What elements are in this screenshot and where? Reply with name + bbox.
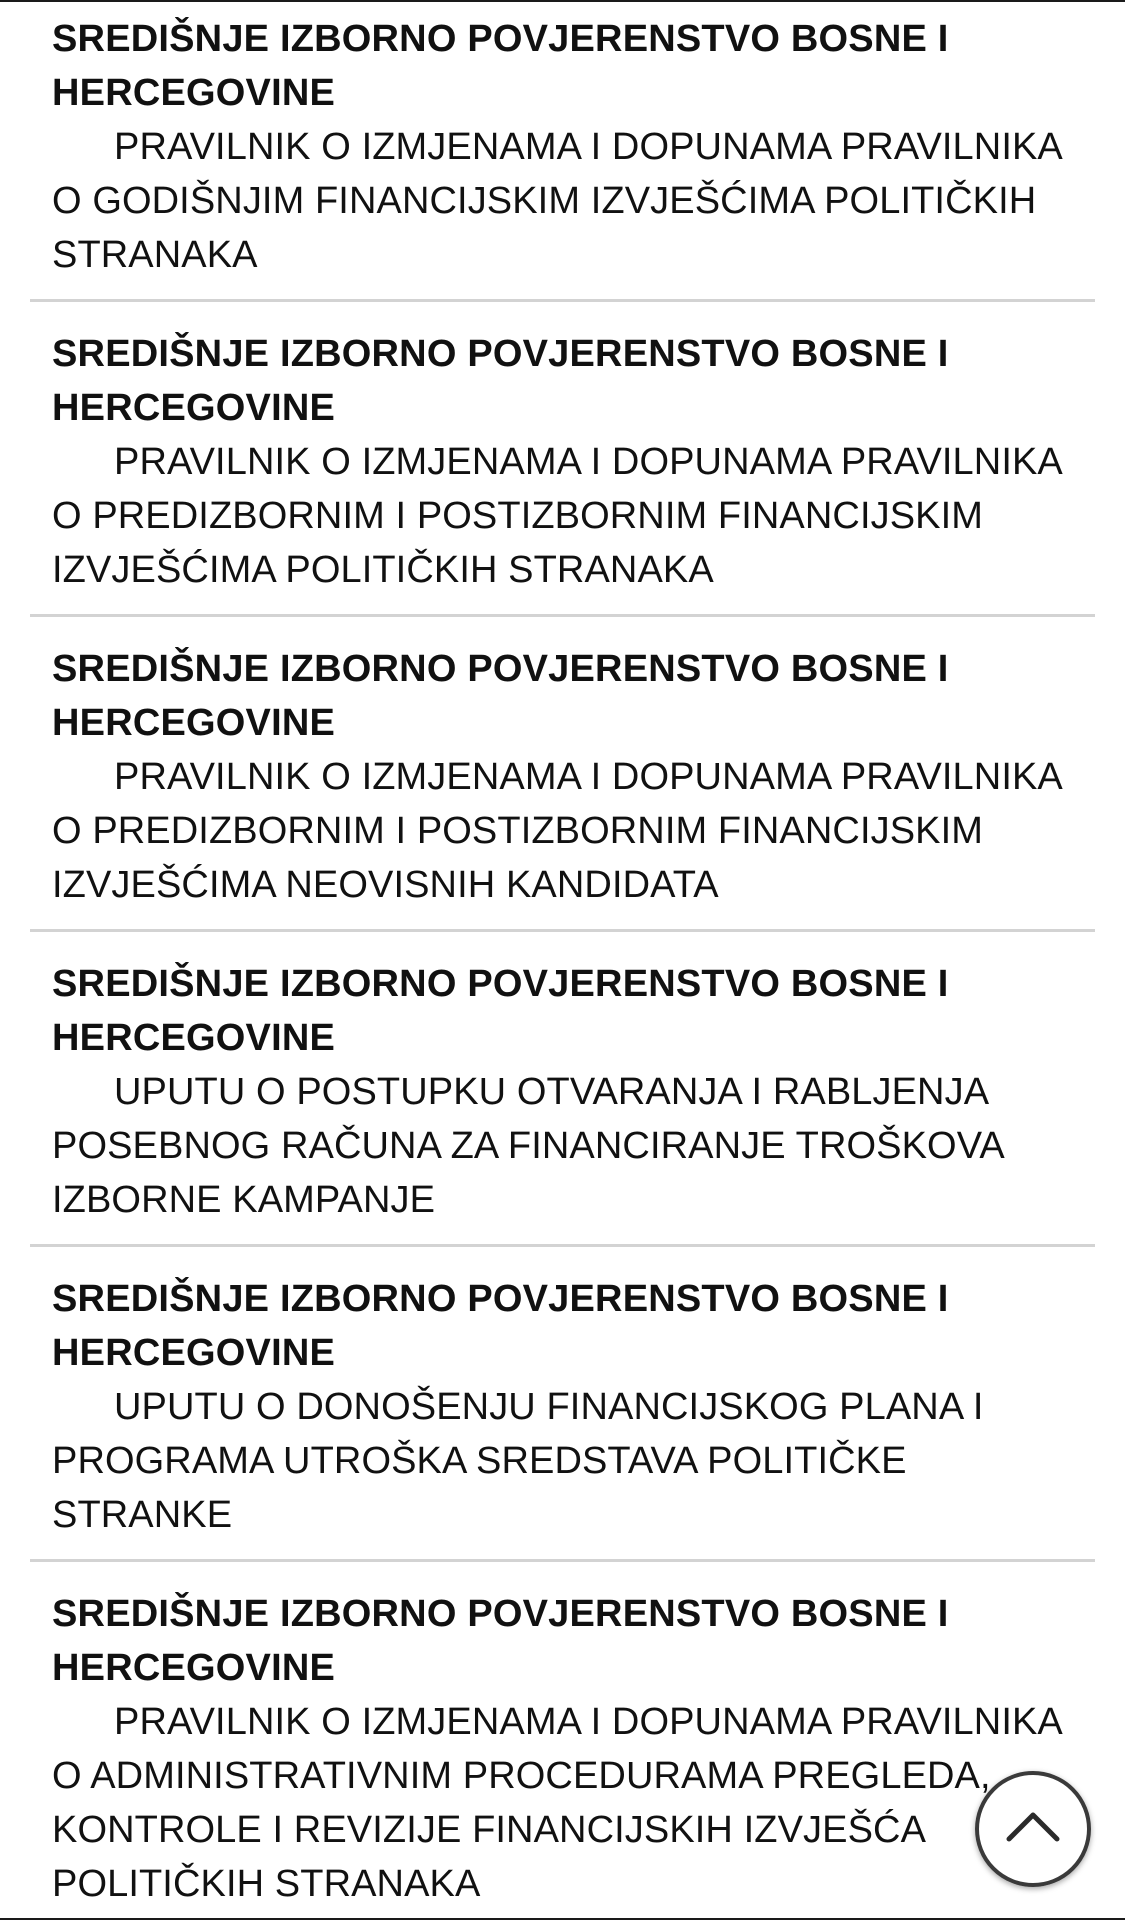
- entry-publisher: SREDIŠNJE IZBORNO POVJERENSTVO BOSNE I HERCEGOVINE: [52, 963, 949, 1059]
- top-border: [0, 0, 1125, 2]
- entry-title[interactable]: UPUTU O POSTUPKU OTVARANJA I RABLJENJA POSEBNOG RAČUNA ZA FINANCIRANJE TROŠKOVA IZBORNE KAMPANJE: [52, 1071, 1003, 1221]
- entry-publisher: SREDIŠNJE IZBORNO POVJERENSTVO BOSNE I HERCEGOVINE: [52, 1278, 949, 1374]
- entry-publisher: SREDIŠNJE IZBORNO POVJERENSTVO BOSNE I HERCEGOVINE: [52, 1593, 949, 1689]
- entry-title[interactable]: PRAVILNIK O IZMJENAMA I DOPUNAMA PRAVILNIKA O PREDIZBORNIM I POSTIZBORNIM FINANCIJSKIM IZVJEŠĆIMA POLITIČKIH STRANAKA: [52, 441, 1061, 591]
- chevron-up-icon: [979, 1775, 1087, 1883]
- entry-title[interactable]: PRAVILNIK O IZMJENAMA I DOPUNAMA PRAVILNIKA O GODIŠNJIM FINANCIJSKIM IZVJEŠĆIMA POLITIČKIH STRANAKA: [52, 126, 1061, 276]
- divider: [30, 614, 1095, 617]
- entry-title[interactable]: UPUTU O DONOŠENJU FINANCIJSKOG PLANA I PROGRAMA UTROŠKA SREDSTAVA POLITIČKE STRANKE: [52, 1386, 984, 1536]
- entry-publisher: SREDIŠNJE IZBORNO POVJERENSTVO BOSNE I HERCEGOVINE: [52, 333, 949, 429]
- divider: [30, 299, 1095, 302]
- entry-publisher: SREDIŠNJE IZBORNO POVJERENSTVO BOSNE I HERCEGOVINE: [52, 18, 949, 114]
- scroll-to-top-button[interactable]: [975, 1771, 1091, 1887]
- entry-publisher: SREDIŠNJE IZBORNO POVJERENSTVO BOSNE I HERCEGOVINE: [52, 648, 949, 744]
- entry-title[interactable]: PRAVILNIK O IZMJENAMA I DOPUNAMA PRAVILNIKA O PREDIZBORNIM I POSTIZBORNIM FINANCIJSKIM IZVJEŠĆIMA NEOVISNIH KANDIDATA: [52, 756, 1061, 906]
- divider: [30, 1244, 1095, 1247]
- divider: [30, 929, 1095, 932]
- divider: [30, 1559, 1095, 1562]
- entry-title[interactable]: PRAVILNIK O IZMJENAMA I DOPUNAMA PRAVILNIKA O ADMINISTRATIVNIM PROCEDURAMA PREGLEDA, KONTROLE I REVIZIJE FINANCIJSKIH IZVJEŠĆA POLITIČKIH STRANAKA: [52, 1701, 1061, 1905]
